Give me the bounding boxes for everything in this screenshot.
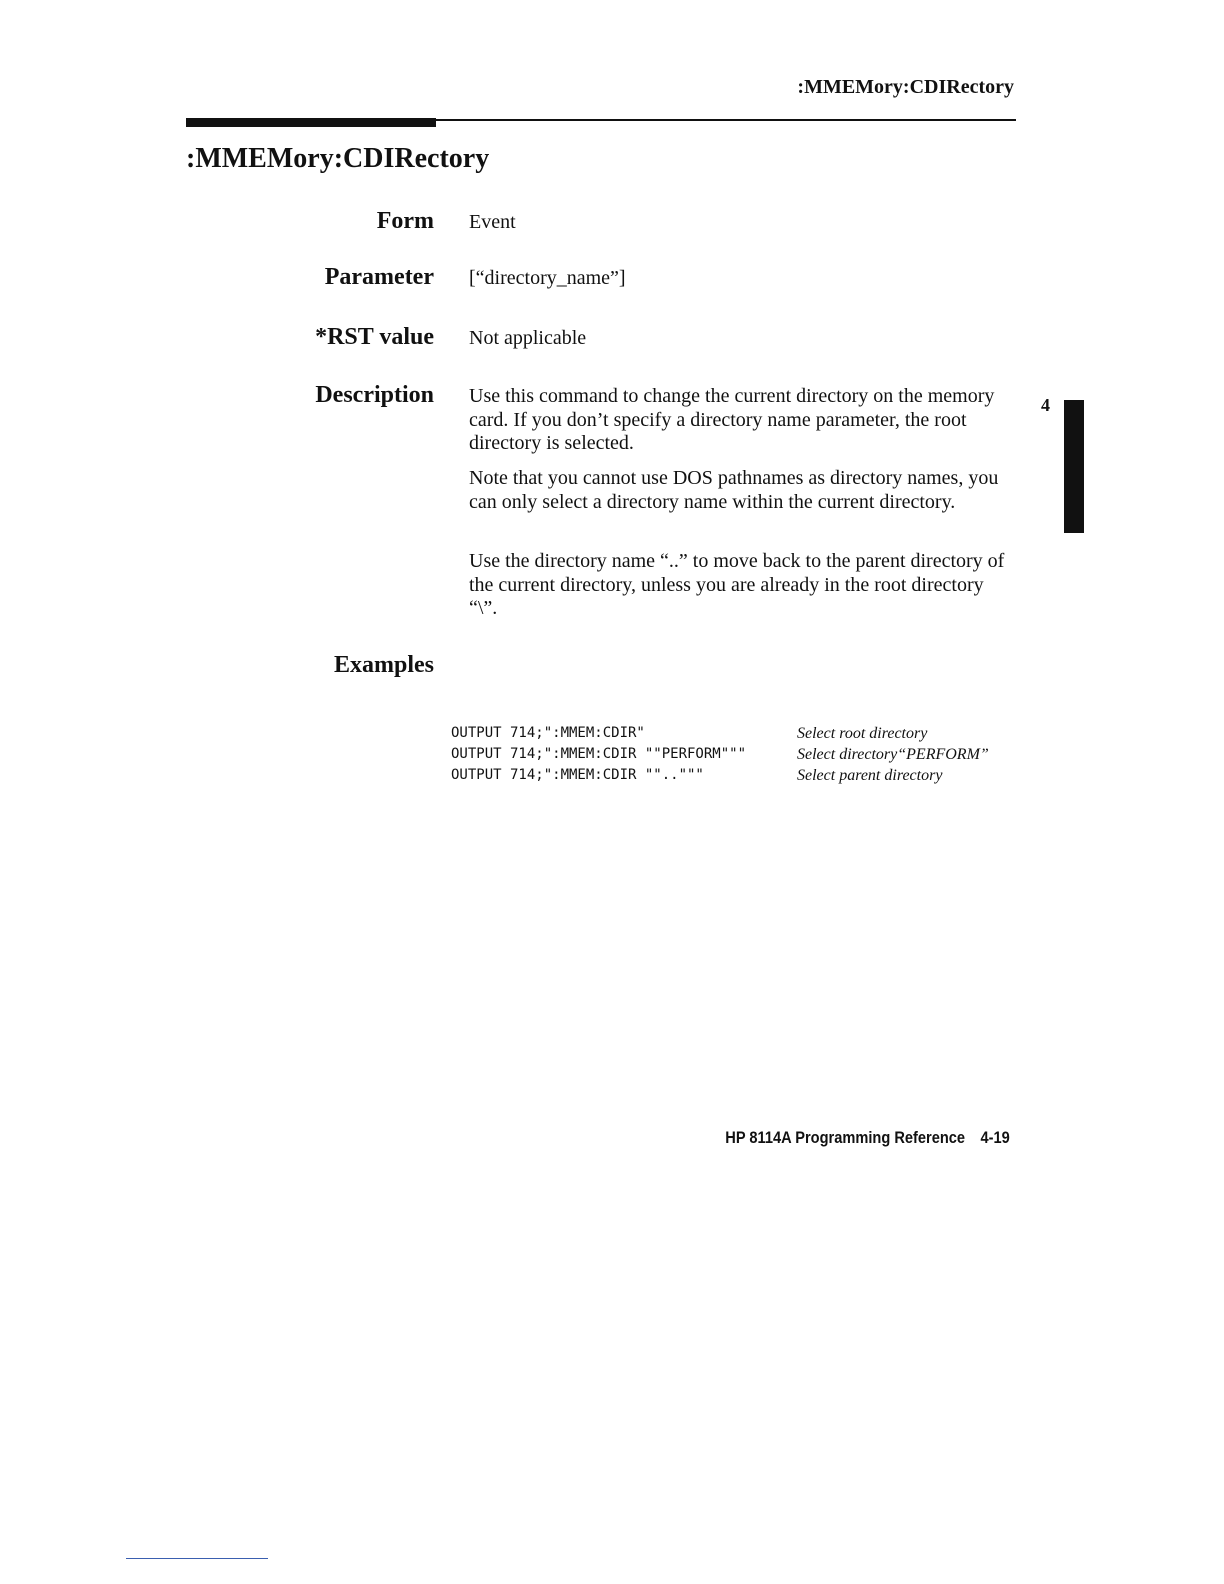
example-code: OUTPUT 714;":MMEM:CDIR"	[451, 725, 645, 741]
example-code: OUTPUT 714;":MMEM:CDIR ""PERFORM"""	[451, 746, 747, 762]
parameter-label: Parameter	[324, 264, 434, 290]
example-code: OUTPUT 714;":MMEM:CDIR "".."""	[451, 767, 704, 783]
description-paragraph: Note that you cannot use DOS pathnames as directory names, you can only select a directory name within the current directory.	[469, 467, 999, 513]
examples-label: Examples	[333, 652, 434, 678]
form-value: Event	[469, 211, 516, 233]
example-comment: Select parent directory	[797, 767, 943, 784]
rst-value-label: *RST value	[315, 324, 434, 350]
header-rule-thick	[186, 118, 436, 127]
footer-page-number: 4-19	[980, 1128, 1010, 1147]
chapter-number: 4	[1041, 395, 1050, 415]
description-paragraph: Use this command to change the current directory on the memory card. If you don’t specify a directory name parameter, the root directory is selected.	[469, 385, 995, 454]
header-rule-thin	[436, 119, 1016, 121]
description-paragraph: Use the directory name “..” to move back to the parent directory of the current directory, unless you are already in the root directory “\”.	[469, 550, 1005, 619]
example-comment: Select directory“PERFORM”	[797, 746, 989, 763]
example-comment: Select root directory	[797, 725, 928, 742]
footer-reference: HP 8114A Programming Reference	[725, 1128, 966, 1147]
rst-value: Not applicable	[469, 327, 587, 349]
chapter-tab-marker	[1064, 400, 1084, 533]
parameter-value: [“directory_name”]	[469, 267, 626, 289]
page-footer	[726, 1128, 1010, 1148]
page-title: :MMEMory:CDIRectory	[186, 143, 490, 174]
form-label: Form	[376, 208, 434, 234]
running-header: :MMEMory:CDIRectory	[797, 76, 1014, 98]
bottom-rule	[126, 1558, 268, 1559]
description-label: Description	[315, 382, 434, 408]
